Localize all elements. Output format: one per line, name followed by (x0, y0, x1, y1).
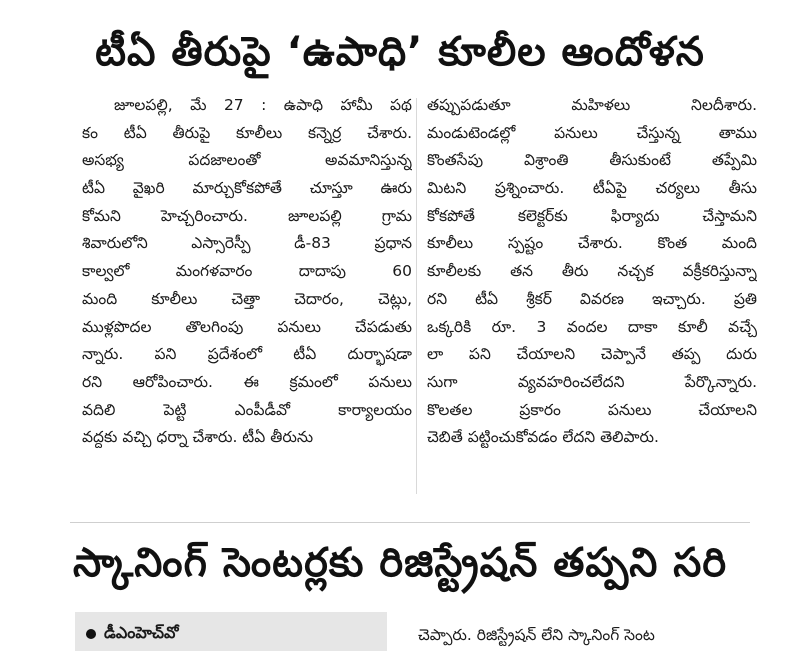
article-text-line: కూలీలకు తన తీరు నచ్చక వక్రీకరిస్తున్నా (427, 262, 757, 281)
article-text-line: కాల్వలో మంగళవారం దాదాపు 60 (82, 262, 412, 281)
article-text-line: మండుటెండల్లో పనులు చేస్తున్న తాము (427, 123, 757, 142)
article-text-line: రని టీఏ శ్రీకర్ వివరణ ఇచ్చారు. ప్రతి (427, 289, 757, 308)
article-text-line: చెబితే పట్టించుకోవడం లేదని తెలిపారు. (427, 428, 659, 447)
article-text-line: వద్దకు వచ్చి ధర్నా చేశారు. టీఏ తీరును (82, 428, 314, 447)
article-text-line: రని ఆరోపించారు. ఈ క్రమంలో పనులు (82, 372, 412, 391)
article1-right-column (427, 92, 757, 500)
article-text-line: న్నారు. పని ప్రదేశంలో టీఏ దుర్భాషడా (82, 345, 412, 364)
bullet-icon (86, 629, 96, 639)
article-text-line: కొలతల ప్రకారం పనులు చేయాలని (427, 400, 757, 419)
article-text-line: లా పని చేయాలని చెప్పానే తప్ప దురు (427, 345, 757, 364)
article-text-line: సుగా వ్యవహరించలేదని పేర్కొన్నారు. (427, 372, 757, 391)
article-text-line: మిటని ప్రశ్నించారు. టీఏపై చర్యలు తీసు (427, 179, 757, 198)
article-text-line: కూలీలు స్పష్టం చేశారు. కొంత మంది (427, 234, 757, 253)
article-text-line: ముళ్లపొదల తొలగింపు పనులు చేపడుతు (82, 317, 412, 336)
headline-teea-upadhi: టీఏ తీరుపై ‘ఉపాధి’ కూలీల ఆందోళన (95, 29, 705, 75)
article-text-line: కోకపోతే కలెక్టర్‌కు ఫిర్యాదు చేస్తామని (427, 206, 757, 225)
article-text-line: కం టీఏ తీరుపై కూలీలు కన్నెర్ర చేశారు. (82, 123, 412, 142)
headline-scanning-centers: స్కానింగ్ సెంటర్లకు రిజిస్ట్రేషన్ తప్పని సరి (72, 540, 728, 586)
article-text-line: టీఏ వైఖరి మార్చుకోకపోతే చూస్తూ ఊరు (82, 179, 412, 198)
article-text-line: ఒక్కరికి రూ. 3 వందల దాకా కూలీ వచ్చే (427, 317, 757, 336)
column-separator (416, 98, 417, 494)
article-text-line: అసభ్య పదజాలంతో అవమానిస్తున్న (82, 151, 412, 170)
article-text-line: కొంతసేపు విశ్రాంతి తీసుకుంటే తప్పేమి (427, 151, 757, 170)
article-text-line: తప్పుపడుతూ మహిళలు నిలదీశారు. (427, 96, 757, 114)
bullet-label: డీఎంహెచ్‌వో (104, 623, 179, 642)
article1-left-column (82, 92, 412, 500)
article-text-line: వదిలి పెట్టి ఎంపీడీవో కార్యాలయం (82, 400, 412, 419)
article-divider (70, 522, 750, 523)
article-text-line: జూలపల్లి, మే 27 : ఉపాధి హామీ పథ (114, 96, 412, 114)
article2-right-first-line: చెప్పారు. రిజిస్ట్రేషన్ లేని స్కానింగ్ సెంట (418, 626, 655, 644)
article-text-line: శివారులోని ఎస్సారెస్పీ డీ-83 ప్రధాన (82, 234, 412, 253)
article-text-line: మంది కూలీలు చెత్తా చెదారం, చెట్లు, (82, 289, 412, 308)
article-text-line: కోమని హెచ్చరించారు. జూలపల్లి గ్రామ (82, 206, 412, 225)
